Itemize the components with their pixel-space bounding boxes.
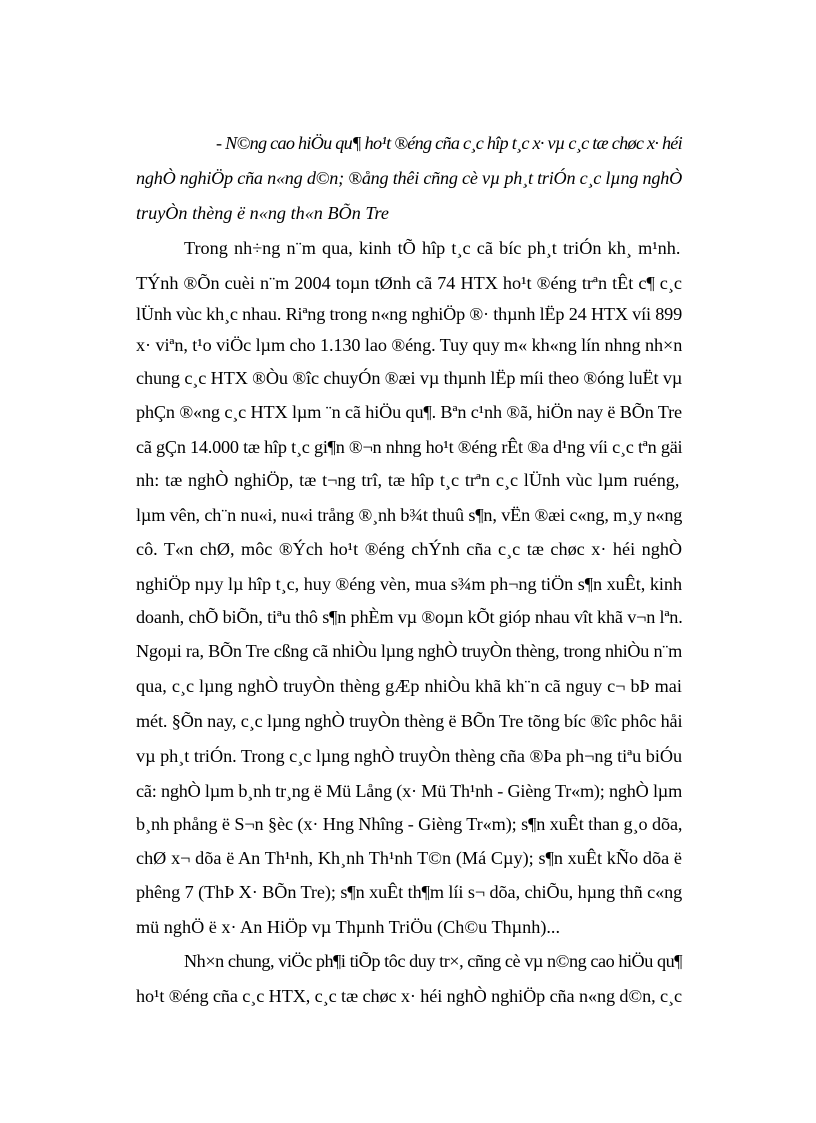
- body-line: chung c¸c HTX ®Òu ®îc chuyÓn ®æi vµ thµnh lËp míi theo ®óng luËt vµ: [136, 368, 683, 388]
- body-line: ho¹t ®éng cña c¸c HTX, c¸c tæ chøc x· héi nghÒ nghiÖp cña n«ng d©n, c¸c: [136, 986, 682, 1006]
- body-line: lµm vên, ch¨n nu«i, nu«i trång ®¸nh b¾t thuû s¶n, vËn ®æi c«ng, m¸y n«ng: [136, 505, 683, 525]
- heading-line-3: truyÒn thèng ë n«ng th«n BÕn Tre: [136, 203, 389, 223]
- body-line: cô. T«n chØ, môc ®Ých ho¹t ®éng chÝnh cña c¸c tæ chøc x· héi nghÒ: [136, 539, 683, 559]
- body-line: Trong nh÷ng n¨m qua, kinh tÕ hîp t¸c cã bíc ph¸t triÓn kh¸ m¹nh.: [184, 238, 681, 258]
- heading-line-2: nghÒ nghiÖp cña n«ng d©n; ®ång thêi cñng cè vµ ph¸t triÓn c¸c lµng nghÒ: [136, 168, 682, 188]
- body-line: lÜnh vùc kh¸c nhau. Riªng trong n«ng nghiÖp ®· thµnh lËp 24 HTX víi 899: [136, 304, 683, 324]
- body-line: TÝnh ®Õn cuèi n¨m 2004 toµn tØnh cã 74 HTX ho¹t ®éng trªn tÊt c¶ c¸c: [136, 273, 682, 293]
- body-line: mét. §Õn nay, c¸c lµng nghÒ truyÒn thèng ë BÕn Tre tõng bíc ®îc phôc håi: [136, 711, 683, 731]
- body-line: cã gÇn 14.000 tæ hîp t¸c gi¶n ®¬n nhng ho¹t ®éng rÊt ®a d¹ng víi c¸c tªn gäi: [136, 437, 683, 457]
- body-line: phêng 7 (ThÞ X· BÕn Tre); s¶n xuÊt th¶m líi s¬ dõa, chiÕu, hµng thñ c«ng: [136, 882, 683, 902]
- body-line: mü nghÖ ë x· An HiÖp vµ Thµnh TriÖu (Ch©u Thµnh)...: [136, 917, 561, 937]
- body-line: nh: tæ nghÒ nghiÖp, tæ t¬ng trî, tæ hîp t¸c trªn c¸c lÜnh vùc lµm ruéng,: [136, 470, 680, 490]
- body-line: Nh×n chung, viÖc ph¶i tiÕp tôc duy tr×, cñng cè vµ n©ng cao hiÖu qu¶: [184, 951, 683, 971]
- body-line: nghiÖp nµy lµ hîp t¸c, huy ®éng vèn, mua s¾m ph¬ng tiÖn s¶n xuÊt, kinh: [136, 574, 683, 594]
- body-line: cã: nghÒ lµm b¸nh tr¸ng ë Mü Lång (x· Mü Th¹nh - Gièng Tr«m); nghÒ lµm: [136, 781, 683, 801]
- heading-line-1: - N©ng cao hiÖu qu¶ ho¹t ®éng cña c¸c hîp t¸c x· vµ c¸c tæ chøc x· héi: [216, 133, 682, 153]
- body-line: Ngoµi ra, BÕn Tre cßng cã nhiÒu lµng nghÒ truyÒn thèng, trong nhiÒu n¨m: [136, 641, 682, 661]
- body-line: chØ x¬ dõa ë An Th¹nh, Kh¸nh Th¹nh T©n (Má Cµy); s¶n xuÊt kÑo dõa ë: [136, 848, 682, 868]
- body-line: phÇn ®«ng c¸c HTX lµm ¨n cã hiÖu qu¶. Bªn c¹nh ®ã, hiÖn nay ë BÕn Tre: [136, 402, 682, 422]
- body-line: doanh, chÕ biÕn, tiªu thô s¶n phÈm vµ ®oµn kÕt gióp nhau vît khã v¬n lªn.: [136, 607, 683, 627]
- body-line: x· viªn, t¹o viÖc lµm cho 1.130 lao ®éng. Tuy quy m« kh«ng lín nhng nh×n: [136, 335, 683, 355]
- body-line: vµ ph¸t triÓn. Trong c¸c lµng nghÒ truyÒn thèng cña ®Þa ph¬ng tiªu biÓu: [136, 746, 683, 766]
- body-line: qua, c¸c lµng nghÒ truyÒn thèng gÆp nhiÒu khã kh¨n cã nguy c¬ bÞ mai: [136, 676, 682, 696]
- body-line: b¸nh phång ë S¬n §èc (x· Hng Nhîng - Gièng Tr«m); s¶n xuÊt than g¸o dõa,: [136, 814, 683, 834]
